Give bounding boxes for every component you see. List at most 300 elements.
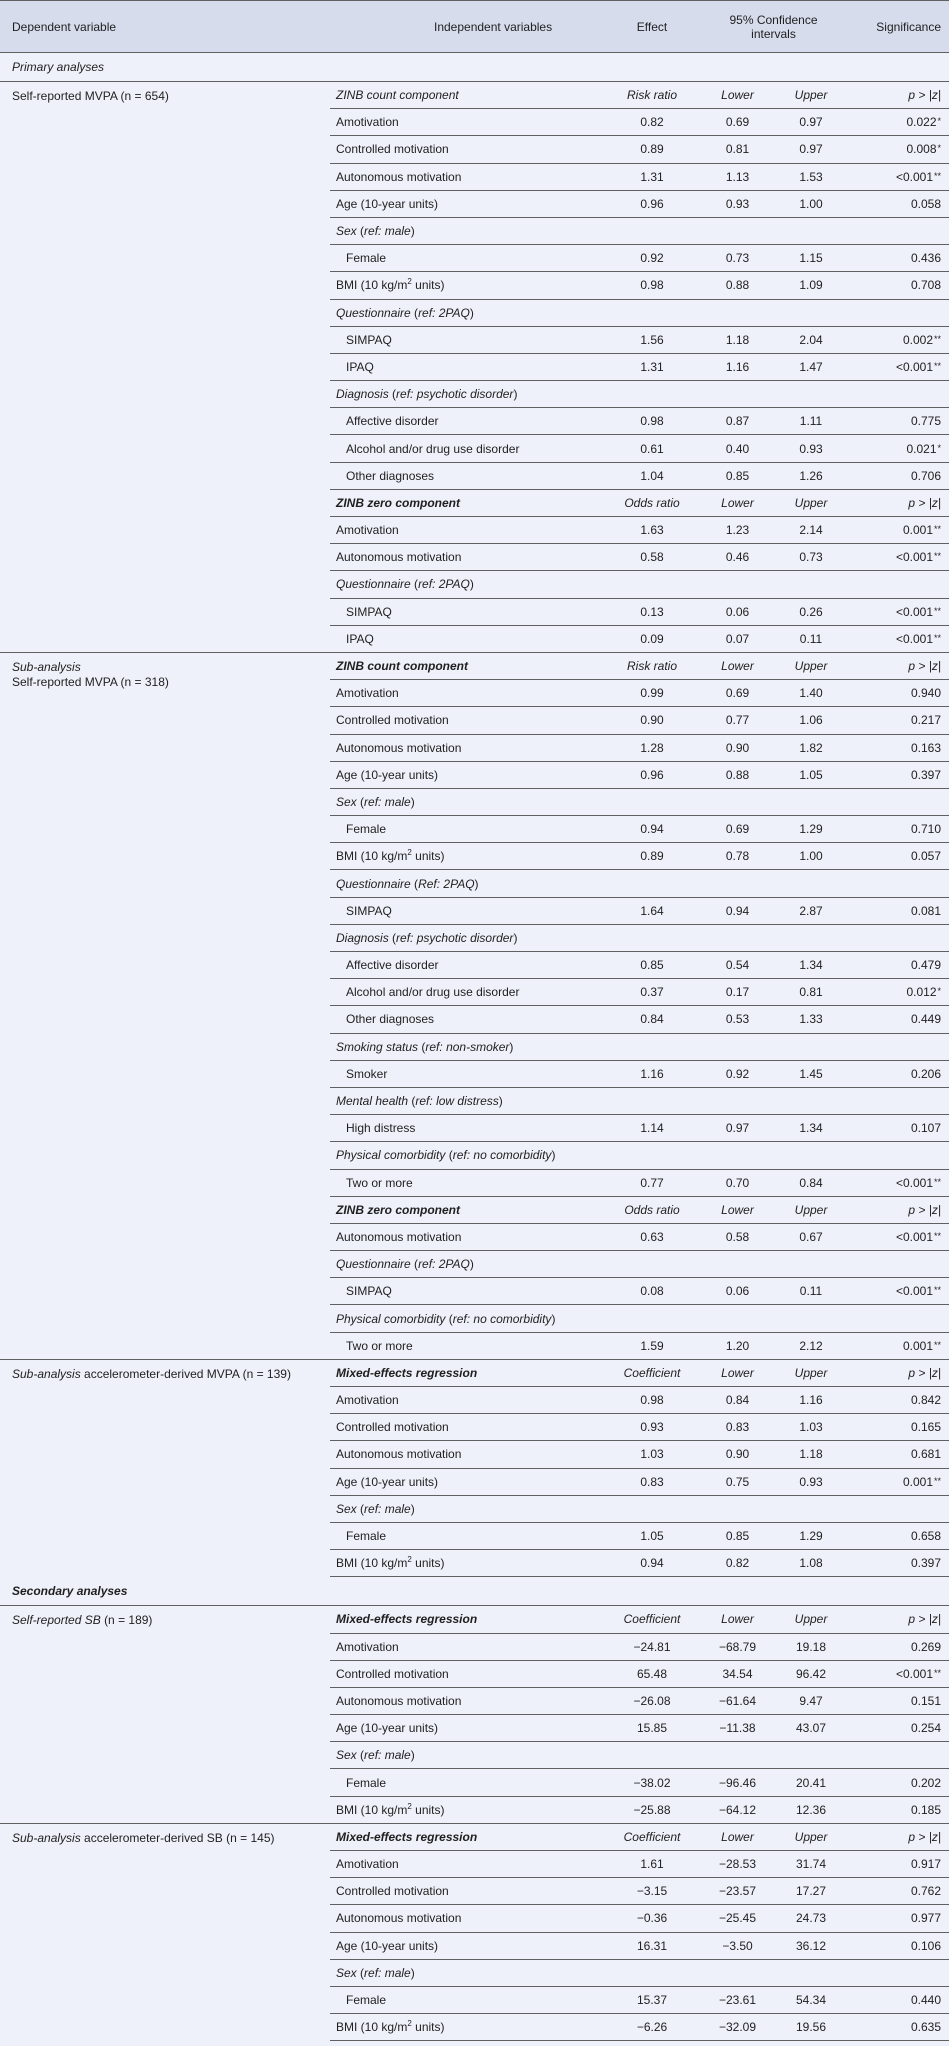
independent-variable xyxy=(330,163,604,190)
effect-cell-value: −24.81 xyxy=(633,1639,671,1654)
ci-lower-cell-value: 0.70 xyxy=(725,1175,750,1190)
significance-cell xyxy=(847,816,949,843)
ci-upper-cell-value: 1.03 xyxy=(799,1420,823,1435)
effect-cell-value: 0.09 xyxy=(640,631,664,646)
ci-upper-cell xyxy=(775,1905,847,1932)
independent-variable xyxy=(330,1223,604,1250)
effect-cell-value: 0.93 xyxy=(640,1420,664,1435)
reference-level: ref: male xyxy=(364,794,411,809)
ci-upper-cell xyxy=(775,489,847,516)
ci-lower-cell-value: 1.13 xyxy=(725,169,750,184)
effect-cell xyxy=(604,1414,700,1441)
dependent-variable-n: (n = 145) xyxy=(226,1830,275,1845)
significance-cell-value: 0.706 xyxy=(910,468,942,483)
reference-level: ref: low distress xyxy=(415,1094,499,1109)
ci-lower-cell-value: 0.90 xyxy=(725,740,750,755)
ci-lower-cell xyxy=(700,734,775,761)
ci-lower-cell xyxy=(700,1742,775,1769)
significance-marker: ** xyxy=(934,1339,942,1350)
ci-upper-cell xyxy=(775,1796,847,1823)
ci-upper-cell-value: 0.67 xyxy=(799,1229,823,1244)
dependent-variable-lead: Sub-analysis xyxy=(12,1830,81,1845)
independent-variable-label: Controlled motivation xyxy=(336,1884,449,1899)
ci-upper-cell-value: 0.93 xyxy=(799,1474,823,1489)
ci-upper-cell xyxy=(775,82,847,109)
ci-lower-cell-value: 0.40 xyxy=(725,441,750,456)
effect-cell-value: 1.63 xyxy=(640,523,664,538)
dependent-variable-lead: Sub-analysis xyxy=(12,1366,81,1381)
ci-lower-cell-value: 0.83 xyxy=(725,1420,750,1435)
significance-cell xyxy=(847,1905,949,1932)
effect-cell xyxy=(604,1142,700,1169)
ci-lower-cell xyxy=(700,462,775,489)
ci-lower-cell xyxy=(700,924,775,951)
independent-variable-label: SIMPAQ xyxy=(346,1284,392,1299)
ci-lower-cell-value: 0.90 xyxy=(725,1447,750,1462)
ci-upper-cell-value: 1.00 xyxy=(799,849,823,864)
effect-cell-value: 0.83 xyxy=(640,1474,664,1489)
significance-cell-value: 0.658 xyxy=(910,1529,942,1544)
significance-cell xyxy=(847,1796,949,1823)
significance-cell xyxy=(847,897,949,924)
significance-cell-value: 0.058 xyxy=(910,196,942,211)
effect-cell xyxy=(604,1522,700,1549)
effect-cell-value: −6.26 xyxy=(636,2020,668,2035)
ci-lower-cell xyxy=(700,1223,775,1250)
section-title xyxy=(0,1577,949,1606)
ci-upper-cell xyxy=(775,1522,847,1549)
ci-lower-cell xyxy=(700,1251,775,1278)
significance-cell xyxy=(847,408,949,435)
independent-variable xyxy=(330,1468,604,1495)
significance-cell xyxy=(847,761,949,788)
significance-cell xyxy=(847,1660,949,1687)
independent-variable xyxy=(330,1986,604,2013)
significance-cell-value: 0.001 xyxy=(902,1338,933,1353)
effect-cell xyxy=(604,1169,700,1196)
independent-variable xyxy=(330,245,604,272)
independent-variable xyxy=(330,1823,604,1850)
significance-cell-value: 0.163 xyxy=(910,740,942,755)
ci-upper-cell xyxy=(775,1305,847,1332)
ci-lower-cell xyxy=(700,109,775,136)
effect-cell xyxy=(604,1550,700,1577)
significance-cell-value: 0.708 xyxy=(910,278,942,293)
reference-category-label: Sex (ref: male) xyxy=(330,1495,604,1522)
ci-upper-cell xyxy=(775,462,847,489)
significance-cell xyxy=(847,1033,949,1060)
reference-category-label: Diagnosis (ref: psychotic disorder) xyxy=(330,381,604,408)
header-significance: Significance xyxy=(847,1,949,53)
significance-cell xyxy=(847,734,949,761)
ci-upper-cell-value: Upper xyxy=(794,659,828,674)
effect-cell-value: 15.37 xyxy=(636,1993,668,2008)
significance-cell xyxy=(847,1986,949,2013)
effect-cell-value: Coefficient xyxy=(623,1829,681,1844)
ci-lower-cell-value: 0.84 xyxy=(725,1393,750,1408)
ci-upper-cell xyxy=(775,571,847,598)
effect-cell-value: 0.89 xyxy=(640,849,664,864)
significance-cell-value: 0.081 xyxy=(910,903,942,918)
significance-cell-value: <0.001 xyxy=(895,1229,933,1244)
significance-cell xyxy=(847,1332,949,1359)
effect-cell-value: 0.84 xyxy=(640,1012,664,1027)
independent-variable-label: ZINB zero component xyxy=(336,495,461,510)
effect-cell xyxy=(604,82,700,109)
independent-variable xyxy=(330,816,604,843)
ci-upper-cell-value: 1.47 xyxy=(799,359,823,374)
significance-marker: ** xyxy=(934,333,942,344)
ci-lower-cell-value: 1.20 xyxy=(725,1338,750,1353)
effect-cell-value: 1.61 xyxy=(640,1857,664,1872)
effect-cell xyxy=(604,761,700,788)
reference-category-label: Mental health (ref: low distress) xyxy=(330,1087,604,1114)
ci-upper-cell xyxy=(775,1251,847,1278)
significance-cell xyxy=(847,1495,949,1522)
effect-cell xyxy=(604,1769,700,1796)
independent-variable-label: Mixed-effects regression xyxy=(336,1829,478,1844)
ci-lower-cell-value: −64.12 xyxy=(718,1802,757,1817)
significance-cell-value: 0.008 xyxy=(906,142,937,157)
effect-cell xyxy=(604,652,700,679)
effect-cell xyxy=(604,1060,700,1087)
significance-cell xyxy=(847,1715,949,1742)
ci-upper-cell-value: 12.36 xyxy=(795,1802,827,1817)
effect-cell xyxy=(604,680,700,707)
effect-cell xyxy=(604,1332,700,1359)
ci-upper-cell xyxy=(775,1932,847,1959)
ci-upper-cell-value: 1.34 xyxy=(799,958,823,973)
ci-upper-cell xyxy=(775,598,847,625)
ci-upper-cell-value: 0.73 xyxy=(799,550,823,565)
significance-cell-value: <0.001 xyxy=(895,169,933,184)
ci-upper-cell xyxy=(775,1633,847,1660)
ci-lower-cell xyxy=(700,1468,775,1495)
ci-upper-cell-value: 24.73 xyxy=(795,1911,827,1926)
significance-marker: ** xyxy=(934,1667,942,1678)
ci-upper-cell-value: 0.11 xyxy=(799,631,823,646)
independent-variable xyxy=(330,1115,604,1142)
reference-category-label: Sex (ref: male) xyxy=(330,1959,604,1986)
ci-upper-cell xyxy=(775,136,847,163)
significance-marker: ** xyxy=(934,170,942,181)
ci-lower-cell xyxy=(700,1305,775,1332)
effect-cell xyxy=(604,1359,700,1386)
ci-lower-cell-value: 0.92 xyxy=(725,1066,750,1081)
ci-lower-cell-value: −32.09 xyxy=(718,2020,757,2035)
independent-variable-label: ZINB count component xyxy=(336,659,468,674)
independent-variable xyxy=(330,625,604,652)
ci-upper-cell-value: 0.11 xyxy=(799,1284,823,1299)
significance-cell xyxy=(847,1823,949,1850)
reference-variable: Questionnaire xyxy=(336,305,411,320)
effect-cell xyxy=(604,1633,700,1660)
independent-variable: BMI (10 $kg/m^2$ units) xyxy=(330,272,604,299)
effect-cell xyxy=(604,462,700,489)
effect-cell-value: Risk ratio xyxy=(626,659,677,674)
significance-cell-value: 0.254 xyxy=(910,1721,942,1736)
ci-lower-cell-value: 0.93 xyxy=(725,196,750,211)
dependent-variable-name: accelerometer-derived MVPA xyxy=(84,1366,240,1381)
effect-cell xyxy=(604,843,700,870)
ci-upper-cell xyxy=(775,1441,847,1468)
effect-cell xyxy=(604,1606,700,1633)
ci-upper-cell-value: 1.06 xyxy=(799,713,823,728)
ci-lower-cell xyxy=(700,1060,775,1087)
significance-cell-value: 0.940 xyxy=(910,686,942,701)
reference-variable: Physical comorbidity xyxy=(336,1311,446,1326)
ci-upper-cell xyxy=(775,109,847,136)
independent-variable xyxy=(330,1932,604,1959)
effect-cell-value: 1.59 xyxy=(640,1338,664,1353)
ci-lower-cell xyxy=(700,1878,775,1905)
ci-lower-cell xyxy=(700,1441,775,1468)
ci-lower-cell xyxy=(700,1796,775,1823)
significance-marker: ** xyxy=(934,360,942,371)
ci-lower-cell xyxy=(700,1087,775,1114)
effect-cell-value: 0.96 xyxy=(640,767,664,782)
effect-cell-value: 1.16 xyxy=(640,1066,664,1081)
independent-variable xyxy=(330,1905,604,1932)
ci-lower-cell-value: 0.85 xyxy=(725,468,750,483)
ci-lower-cell xyxy=(700,163,775,190)
independent-variable-label: Affective disorder xyxy=(346,414,439,429)
effect-cell xyxy=(604,707,700,734)
effect-cell xyxy=(604,1823,700,1850)
ci-upper-cell-value: 0.81 xyxy=(799,985,823,1000)
ci-upper-cell xyxy=(775,299,847,326)
independent-variable-label: Autonomous motivation xyxy=(336,1229,462,1244)
significance-cell-value: <0.001 xyxy=(895,359,933,374)
ci-upper-cell-value: 0.26 xyxy=(799,604,823,619)
significance-cell-value: 0.269 xyxy=(910,1639,942,1654)
ci-upper-cell xyxy=(775,272,847,299)
independent-variable xyxy=(330,1441,604,1468)
ci-lower-cell xyxy=(700,326,775,353)
effect-cell-value: 0.96 xyxy=(640,196,664,211)
effect-cell xyxy=(604,1196,700,1223)
significance-cell xyxy=(847,1387,949,1414)
ci-upper-cell-value: 0.97 xyxy=(799,115,823,130)
ci-upper-cell xyxy=(775,517,847,544)
significance-cell xyxy=(847,1278,949,1305)
ci-lower-cell xyxy=(700,1142,775,1169)
reference-level: ref: non-smoker xyxy=(425,1039,510,1054)
reference-level: ref: male xyxy=(364,224,411,239)
ci-lower-cell-value: −3.50 xyxy=(722,1938,753,1953)
ci-upper-cell xyxy=(775,1006,847,1033)
significance-cell-value: 0.106 xyxy=(910,1938,942,1953)
independent-variable xyxy=(330,1606,604,1633)
reference-category-label: Physical comorbidity (ref: no comorbidity) xyxy=(330,1142,604,1169)
effect-cell-value: 0.58 xyxy=(640,550,664,565)
independent-variable xyxy=(330,652,604,679)
independent-variable-label: Alcohol and/or drug use disorder xyxy=(346,441,520,456)
independent-variable-label: Controlled motivation xyxy=(336,713,449,728)
independent-variable xyxy=(330,1169,604,1196)
significance-marker: ** xyxy=(934,632,942,643)
ci-lower-cell xyxy=(700,1959,775,1986)
ci-upper-cell-value: 1.53 xyxy=(799,169,823,184)
ci-lower-cell-value: Lower xyxy=(721,1829,754,1844)
ci-lower-cell-value: 0.69 xyxy=(725,822,750,837)
ci-lower-cell xyxy=(700,1823,775,1850)
reference-variable: Smoking status xyxy=(336,1039,419,1054)
significance-cell-value: 0.977 xyxy=(910,1911,942,1926)
model-header-row xyxy=(0,82,949,109)
significance-cell-value: 0.710 xyxy=(910,822,942,837)
ci-upper-cell-value: 31.74 xyxy=(795,1857,827,1872)
ci-lower-cell xyxy=(700,82,775,109)
ci-upper-cell xyxy=(775,544,847,571)
independent-variable-label: Autonomous motivation xyxy=(336,1911,462,1926)
ci-upper-cell xyxy=(775,1414,847,1441)
ci-upper-cell xyxy=(775,1196,847,1223)
ci-upper-cell xyxy=(775,1715,847,1742)
model-header-row xyxy=(0,1823,949,1850)
independent-variable-label: High distress xyxy=(346,1121,416,1136)
ci-upper-cell xyxy=(775,897,847,924)
reference-level: ref: psychotic disorder xyxy=(396,387,514,402)
ci-lower-cell xyxy=(700,489,775,516)
effect-cell xyxy=(604,1986,700,2013)
ci-lower-cell-value: −28.53 xyxy=(718,1857,757,1872)
reference-level: ref: no comorbidity xyxy=(452,1311,552,1326)
effect-cell-value: 1.28 xyxy=(640,740,664,755)
independent-variable-label: Age (10-year units) xyxy=(336,1938,439,1953)
ci-upper-cell-value: 0.97 xyxy=(799,142,823,157)
independent-variable-label: Autonomous motivation xyxy=(336,740,462,755)
significance-cell-value: 0.107 xyxy=(910,1121,942,1136)
effect-cell xyxy=(604,1278,700,1305)
ci-lower-cell xyxy=(700,897,775,924)
effect-cell xyxy=(604,190,700,217)
significance-cell xyxy=(847,870,949,897)
ci-lower-cell-value: Lower xyxy=(721,88,754,103)
ci-lower-cell xyxy=(700,952,775,979)
significance-cell xyxy=(847,1687,949,1714)
significance-cell xyxy=(847,462,949,489)
significance-cell xyxy=(847,788,949,815)
ci-lower-cell xyxy=(700,1715,775,1742)
significance-cell xyxy=(847,924,949,951)
significance-cell-value: <0.001 xyxy=(895,1175,933,1190)
ci-upper-cell-value: 9.47 xyxy=(799,1693,823,1708)
significance-cell xyxy=(847,1142,949,1169)
ci-upper-cell-value: 20.41 xyxy=(795,1775,827,1790)
independent-variable xyxy=(330,1633,604,1660)
ci-upper-cell-value: 1.45 xyxy=(799,1066,823,1081)
significance-cell-value: 0.217 xyxy=(910,713,942,728)
ci-lower-cell xyxy=(700,1495,775,1522)
independent-variable xyxy=(330,1414,604,1441)
ci-lower-cell xyxy=(700,1359,775,1386)
ci-lower-cell-value: 0.73 xyxy=(725,251,750,266)
independent-variable-label: ZINB zero component xyxy=(336,1202,461,1217)
ci-upper-cell xyxy=(775,1606,847,1633)
ci-upper-cell-value: Upper xyxy=(794,1612,828,1627)
effect-cell-value: 1.31 xyxy=(640,169,664,184)
significance-cell-value: <0.001 xyxy=(895,1666,933,1681)
reference-variable: Mental health xyxy=(336,1094,409,1109)
significance-cell-value: 0.681 xyxy=(910,1447,942,1462)
ci-lower-cell-value: −25.45 xyxy=(718,1911,757,1926)
independent-variable-label: Amotivation xyxy=(336,115,399,130)
effect-cell-value: 1.04 xyxy=(640,468,664,483)
effect-cell xyxy=(604,517,700,544)
independent-variable-label: Age (10-year units) xyxy=(336,767,439,782)
significance-cell-value: 0.206 xyxy=(910,1066,942,1081)
model-header-row xyxy=(0,1359,949,1386)
independent-variable xyxy=(330,326,604,353)
significance-marker: ** xyxy=(934,1475,942,1486)
significance-cell xyxy=(847,1087,949,1114)
significance-cell-value: p > |z| xyxy=(908,88,942,103)
ci-lower-cell xyxy=(700,625,775,652)
effect-cell xyxy=(604,1660,700,1687)
dependent-variable-cell xyxy=(0,652,330,1359)
model-header-row xyxy=(0,1606,949,1633)
significance-cell-value: 0.762 xyxy=(910,1884,942,1899)
significance-cell xyxy=(847,1305,949,1332)
effect-cell-value: 0.98 xyxy=(640,278,664,293)
effect-cell xyxy=(604,217,700,244)
effect-cell-value: 0.63 xyxy=(640,1229,664,1244)
ci-upper-cell-value: 1.40 xyxy=(799,686,823,701)
ci-lower-cell-value: 0.46 xyxy=(725,550,750,565)
ci-lower-cell xyxy=(700,217,775,244)
reference-variable: Sex xyxy=(336,794,357,809)
effect-cell xyxy=(604,1305,700,1332)
reference-category-label: Sex (ref: male) xyxy=(330,788,604,815)
significance-cell xyxy=(847,1006,949,1033)
ci-upper-cell xyxy=(775,652,847,679)
independent-variable-label: Two or more xyxy=(346,1338,413,1353)
ci-upper-cell-value: 1.15 xyxy=(799,251,823,266)
ci-lower-cell-value: Lower xyxy=(721,1365,754,1380)
ci-lower-cell xyxy=(700,707,775,734)
independent-variable xyxy=(330,489,604,516)
effect-cell xyxy=(604,1959,700,1986)
significance-cell-value: <0.001 xyxy=(895,1284,933,1299)
reference-variable: Questionnaire xyxy=(336,577,411,592)
effect-cell-value: 0.85 xyxy=(640,958,664,973)
significance-cell xyxy=(847,1769,949,1796)
significance-cell-value: 0.449 xyxy=(910,1012,942,1027)
independent-variable: BMI (10 $kg/m^2$ units) xyxy=(330,1550,604,1577)
significance-cell-value: 0.440 xyxy=(910,1993,942,2008)
ci-lower-cell xyxy=(700,190,775,217)
ci-lower-cell xyxy=(700,272,775,299)
significance-cell xyxy=(847,299,949,326)
independent-variable xyxy=(330,1878,604,1905)
reference-level: ref: 2PAQ xyxy=(418,305,470,320)
effect-cell-value: 0.98 xyxy=(640,1393,664,1408)
significance-cell-value: p > |z| xyxy=(908,1365,942,1380)
significance-cell-value: 0.635 xyxy=(910,2020,942,2035)
ci-upper-cell-value: 1.09 xyxy=(799,278,823,293)
effect-cell xyxy=(604,870,700,897)
independent-variable xyxy=(330,1359,604,1386)
ci-lower-cell xyxy=(700,1851,775,1878)
independent-variable xyxy=(330,435,604,462)
ci-lower-cell-value: −68.79 xyxy=(718,1639,757,1654)
dependent-variable-prefix: Sub-analysis xyxy=(12,659,81,674)
effect-cell-value: Risk ratio xyxy=(626,88,677,103)
ci-lower-cell xyxy=(700,1006,775,1033)
ci-lower-cell xyxy=(700,680,775,707)
ci-upper-cell-value: 2.14 xyxy=(799,523,823,538)
